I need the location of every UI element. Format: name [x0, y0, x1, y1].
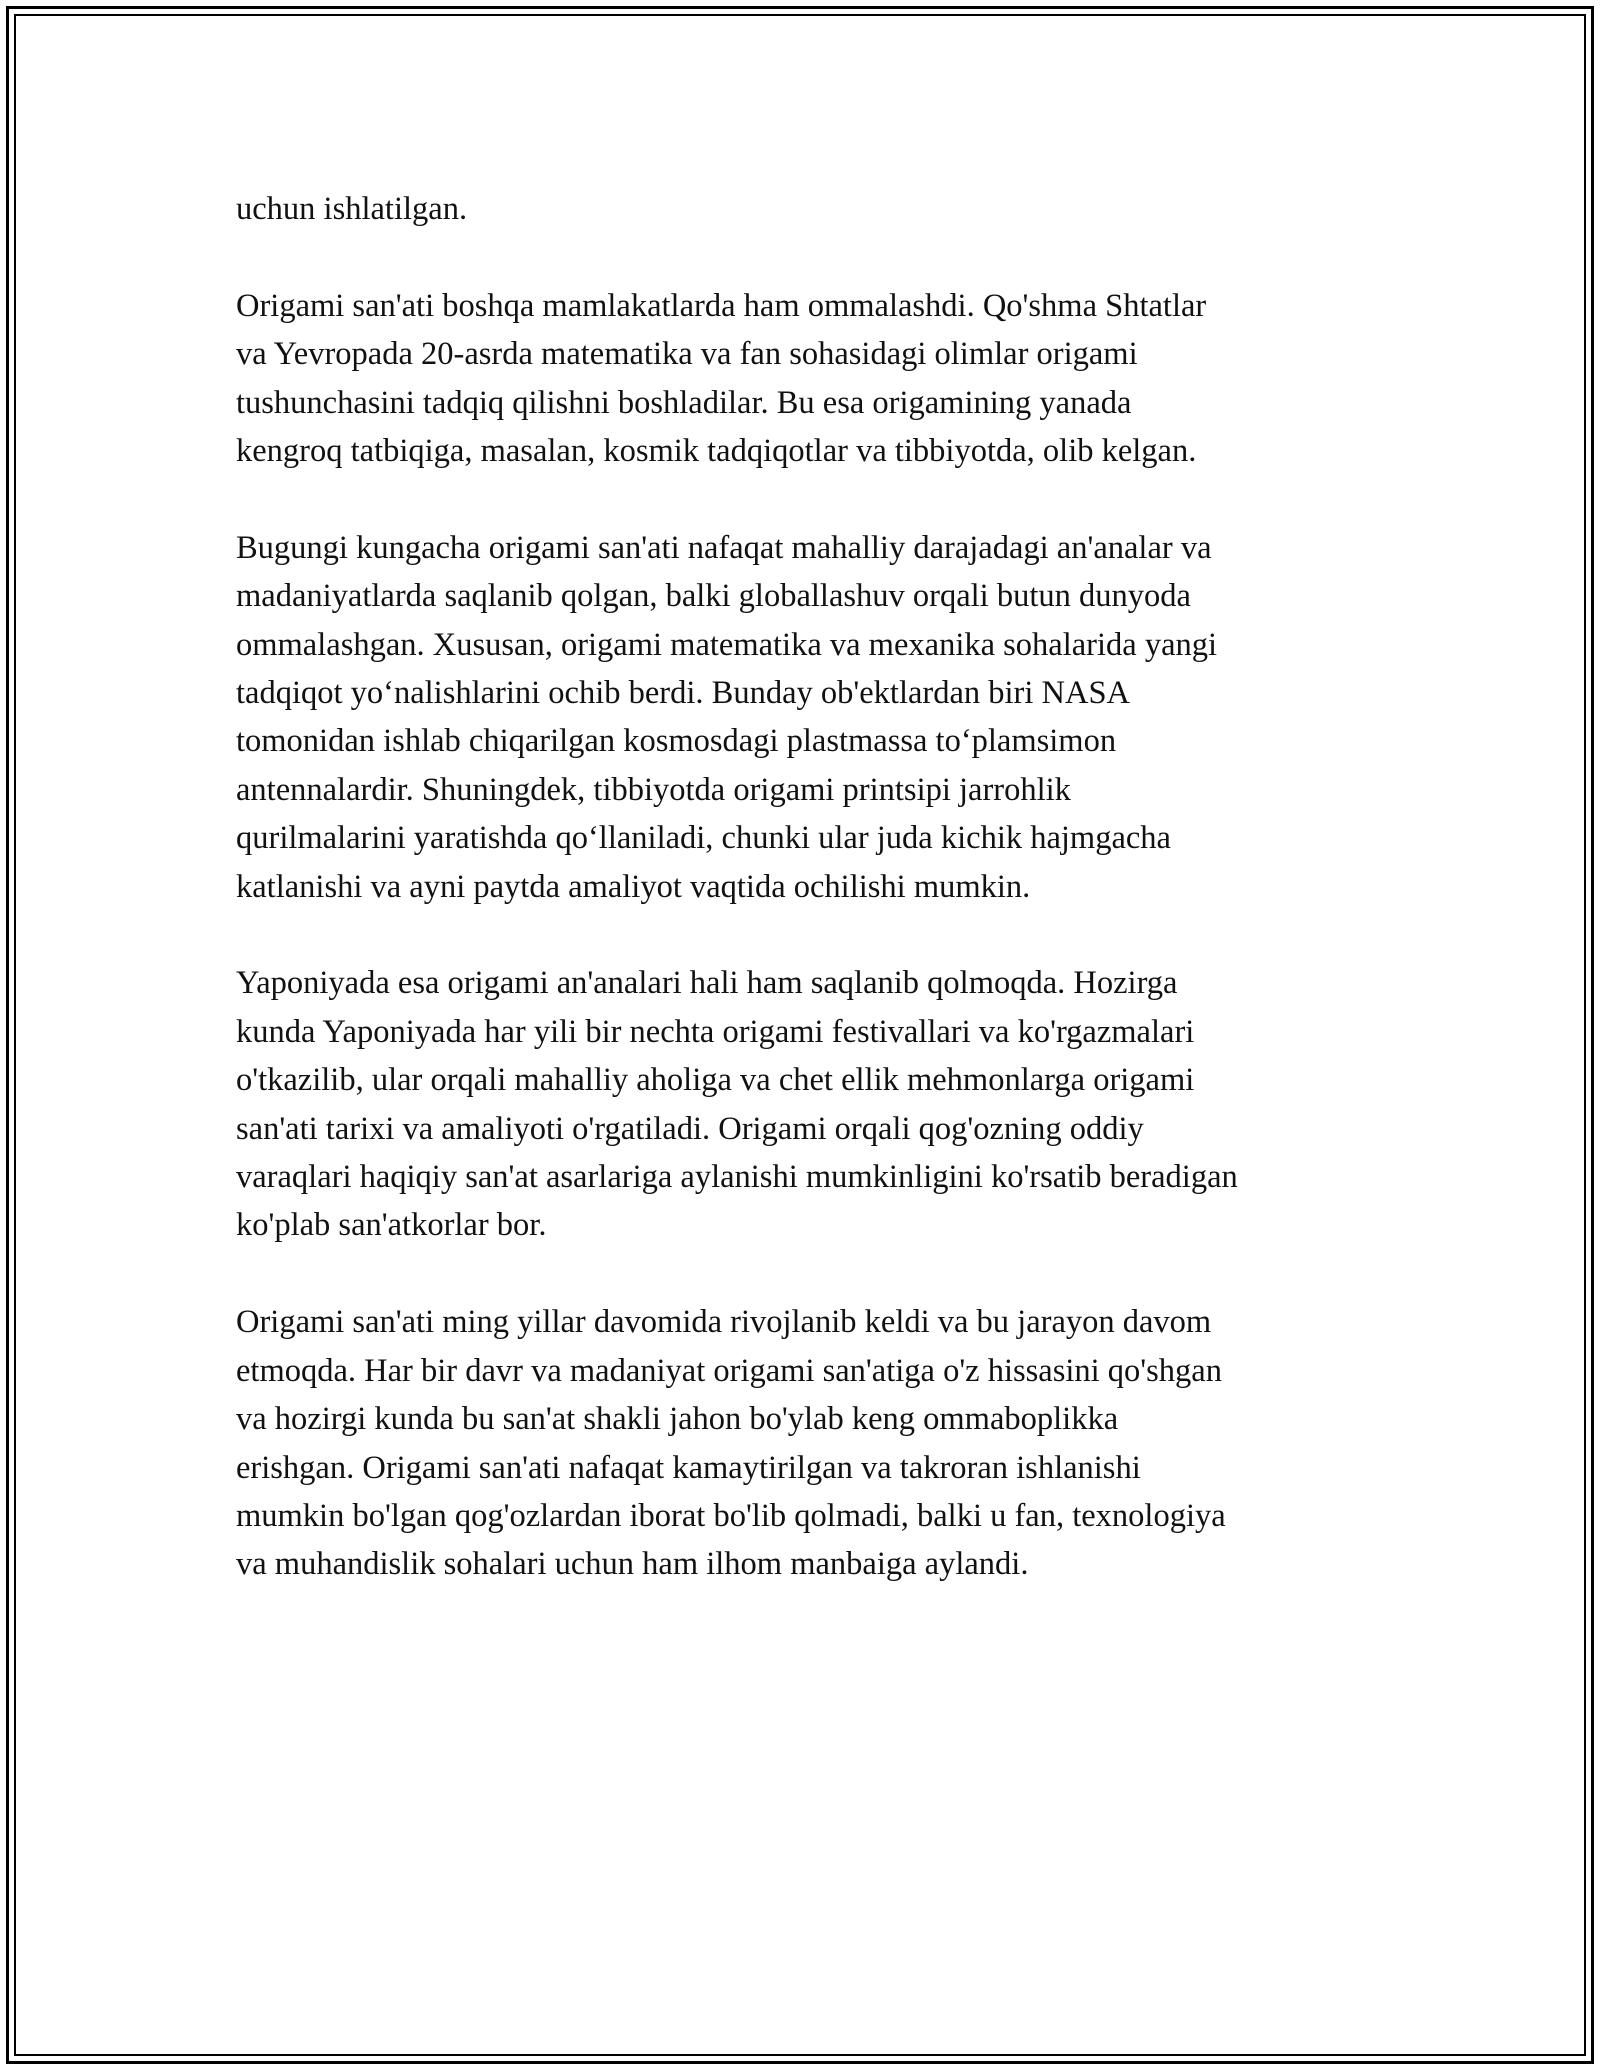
paragraph-conclusion: Origami san'ati ming yillar davomida rivojlanib keldi va bu jarayon davom etmoqda. Har bir davr va madaniyat origami san'atiga o'z hissasini qo'shgan va hozirgi kunda bu san'at shakli jahon bo'ylab keng ommaboplikka erishgan. Origami san'ati nafaqat kamaytirilgan va takroran ishlanishi mumkin bo'lgan qog'ozlardan iborat bo'lib qolmadi, balki u fan, texnologiya va muhandislik sohalari uchun ham ilhom manbaiga aylandi. — [236, 1304, 1226, 1583]
paragraph-modern-applications: Bugungi kungacha origami san'ati nafaqat mahalliy darajadagi an'analar va madaniyatlarda saqlanib qolgan, balki globallashuv orqali butun dunyoda ommalashgan. Xususan, origami matematika va mexanika sohalarida yangi tadqiqot yo‘nalishlarini ochib berdi. Bunday ob'ektlardan biri NASA tomonidan ishlab chiqarilgan kosmosdagi plastmassa to‘plamsimon antennalardir. Shuningdek, tibbiyotda origami printsipi jarrohlik qurilmalarini yaratishda qo‘llaniladi, chunki ular juda kichik hajmgacha katlanishi va ayni paytda amaliyot vaqtida ochilishi mumkin. — [236, 529, 1218, 905]
document-body — [236, 185, 1376, 1637]
paragraph-spread-abroad: Origami san'ati boshqa mamlakatlarda ham ommalashdi. Qo'shma Shtatlar va Yevropada 20-asrda matematika va fan sohasidagi olimlar origami tushunchasini tadqiq qilishni boshladilar. Bu esa origamining yanada kengroq tatbiqiga, masalan, kosmik tadqiqotlar va tibbiyotda, olib kelgan. — [236, 287, 1207, 470]
paragraph-japan-traditions: Yaponiyada esa origami an'analari hali ham saqlanib qolmoqda. Hozirga kunda Yaponiyada har yili bir nechta origami festivallari va ko'rgazmalari o'tkazilib, ular orqali mahalliy aholiga va chet ellik mehmonlarga origami san'ati tarixi va amaliyoti o'rgatiladi. Origami orqali qog'ozning oddiy varaqlari haqiqiy san'at asarlariga aylanishi mumkinligini ko'rsatib beradigan ko'plab san'atkorlar bor. — [236, 965, 1238, 1244]
paragraph-continuation: uchun ishlatilgan. — [236, 191, 468, 227]
